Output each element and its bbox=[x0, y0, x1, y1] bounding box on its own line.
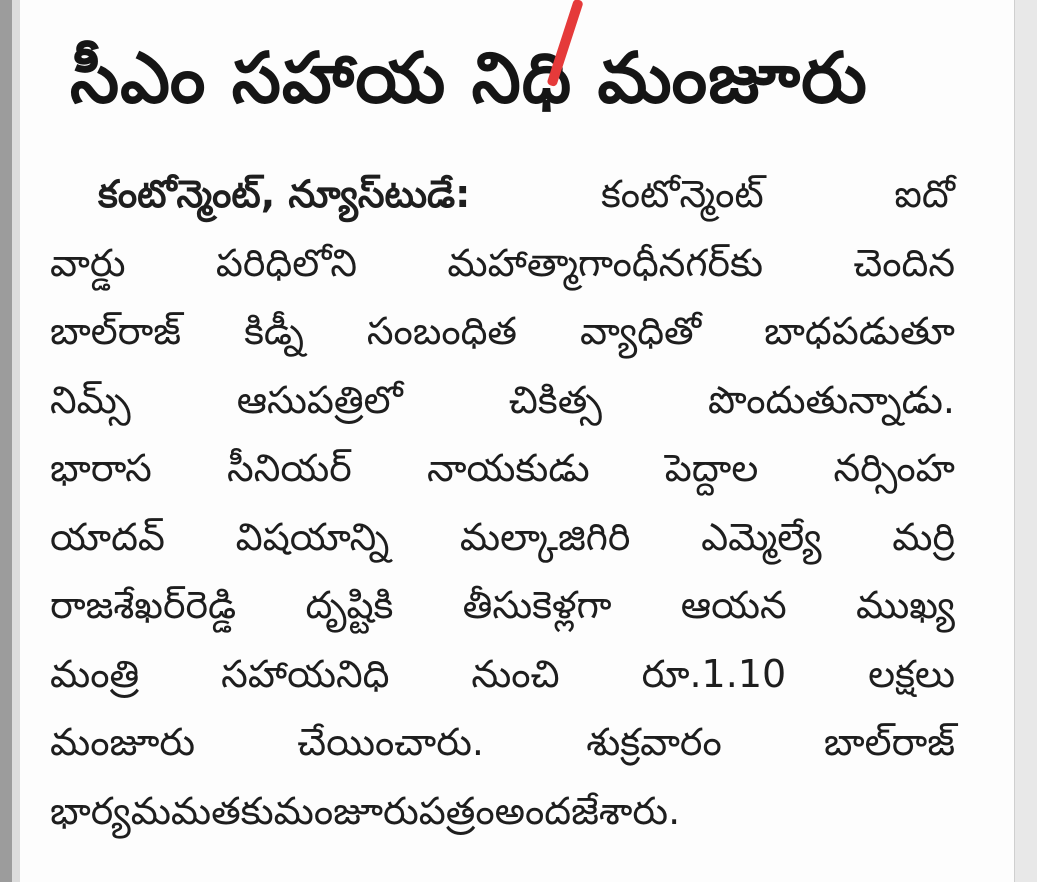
body-line bbox=[50, 434, 955, 503]
body-line bbox=[50, 708, 955, 777]
body-line bbox=[50, 160, 955, 229]
word: రూ.1.10 bbox=[641, 651, 787, 696]
word: సంబంధిత bbox=[366, 309, 517, 353]
word: చెందిన bbox=[853, 240, 955, 285]
left-page-edge bbox=[0, 0, 12, 882]
word: భారాస bbox=[50, 446, 152, 490]
left-page-shadow bbox=[12, 0, 20, 882]
word: ఐదో bbox=[894, 172, 955, 216]
body-line bbox=[50, 229, 955, 298]
word: దృష్టికి bbox=[305, 583, 394, 627]
word: మంత్రి bbox=[50, 651, 140, 696]
word: నిమ్స్‌ bbox=[50, 377, 131, 422]
word: మంజూరు bbox=[50, 720, 196, 764]
word: చేయించారు. bbox=[297, 720, 484, 764]
word: మంజూరుపత్రం bbox=[273, 788, 495, 833]
body-line bbox=[50, 503, 955, 572]
word: భార్య bbox=[50, 788, 131, 833]
body-line bbox=[50, 777, 955, 846]
word: బాధపడుతూ bbox=[764, 309, 955, 353]
word: వార్డు bbox=[50, 240, 126, 285]
word: ముఖ్య bbox=[855, 583, 955, 627]
word: నాయకుడు bbox=[426, 446, 590, 490]
word: కిడ్నీ bbox=[244, 309, 304, 353]
word: లక్షలు bbox=[868, 651, 955, 696]
news-article bbox=[50, 0, 980, 882]
body-line bbox=[50, 366, 955, 435]
body-line bbox=[50, 640, 955, 709]
word: మమతకు bbox=[130, 788, 274, 833]
word: పెద్దాల bbox=[664, 446, 759, 490]
word: కంటోన్మెంట్‌ bbox=[600, 172, 764, 216]
word: ఆసుపత్రిలో bbox=[236, 377, 403, 422]
word: వ్యాధితో bbox=[579, 309, 702, 353]
dateline: కంటోన్మెంట్‌, న్యూస్‌టుడే: bbox=[98, 172, 471, 216]
right-page-edge bbox=[1015, 0, 1037, 882]
word: విషయాన్ని bbox=[235, 514, 390, 559]
word: బాల్‌రాజ్‌ bbox=[823, 720, 955, 764]
word: చికిత్స bbox=[508, 377, 602, 422]
word: మహాత్మాగాంధీనగర్‌కు bbox=[447, 240, 764, 285]
word: బాల్‌రాజ్‌ bbox=[50, 309, 182, 353]
word: నర్సింహ bbox=[833, 446, 955, 490]
body-line bbox=[50, 571, 955, 640]
word: మల్కాజిగిరి bbox=[459, 514, 631, 559]
word: ఎమ్మెల్యే bbox=[701, 514, 822, 559]
word: సహాయనిధి bbox=[221, 651, 390, 696]
article-body bbox=[50, 160, 955, 845]
word: నుంచి bbox=[471, 651, 560, 696]
headline: సీఎం సహాయ నిధి మంజూరు bbox=[70, 37, 868, 119]
word: ఆయన bbox=[680, 583, 787, 627]
word: పొందుతున్నాడు. bbox=[708, 377, 955, 422]
word: పరిధిలోని bbox=[215, 240, 358, 285]
word: మర్రి bbox=[892, 514, 955, 559]
word: యాదవ్‌ bbox=[50, 514, 165, 559]
body-line bbox=[50, 297, 955, 366]
word: అందజేశారు. bbox=[494, 788, 681, 833]
word: తీసుకెళ్లగా bbox=[462, 583, 612, 627]
word: రాజశేఖర్‌రెడ్డి bbox=[50, 583, 237, 627]
word: శుక్రవారం bbox=[586, 720, 722, 764]
word: సీనియర్‌ bbox=[227, 446, 352, 490]
